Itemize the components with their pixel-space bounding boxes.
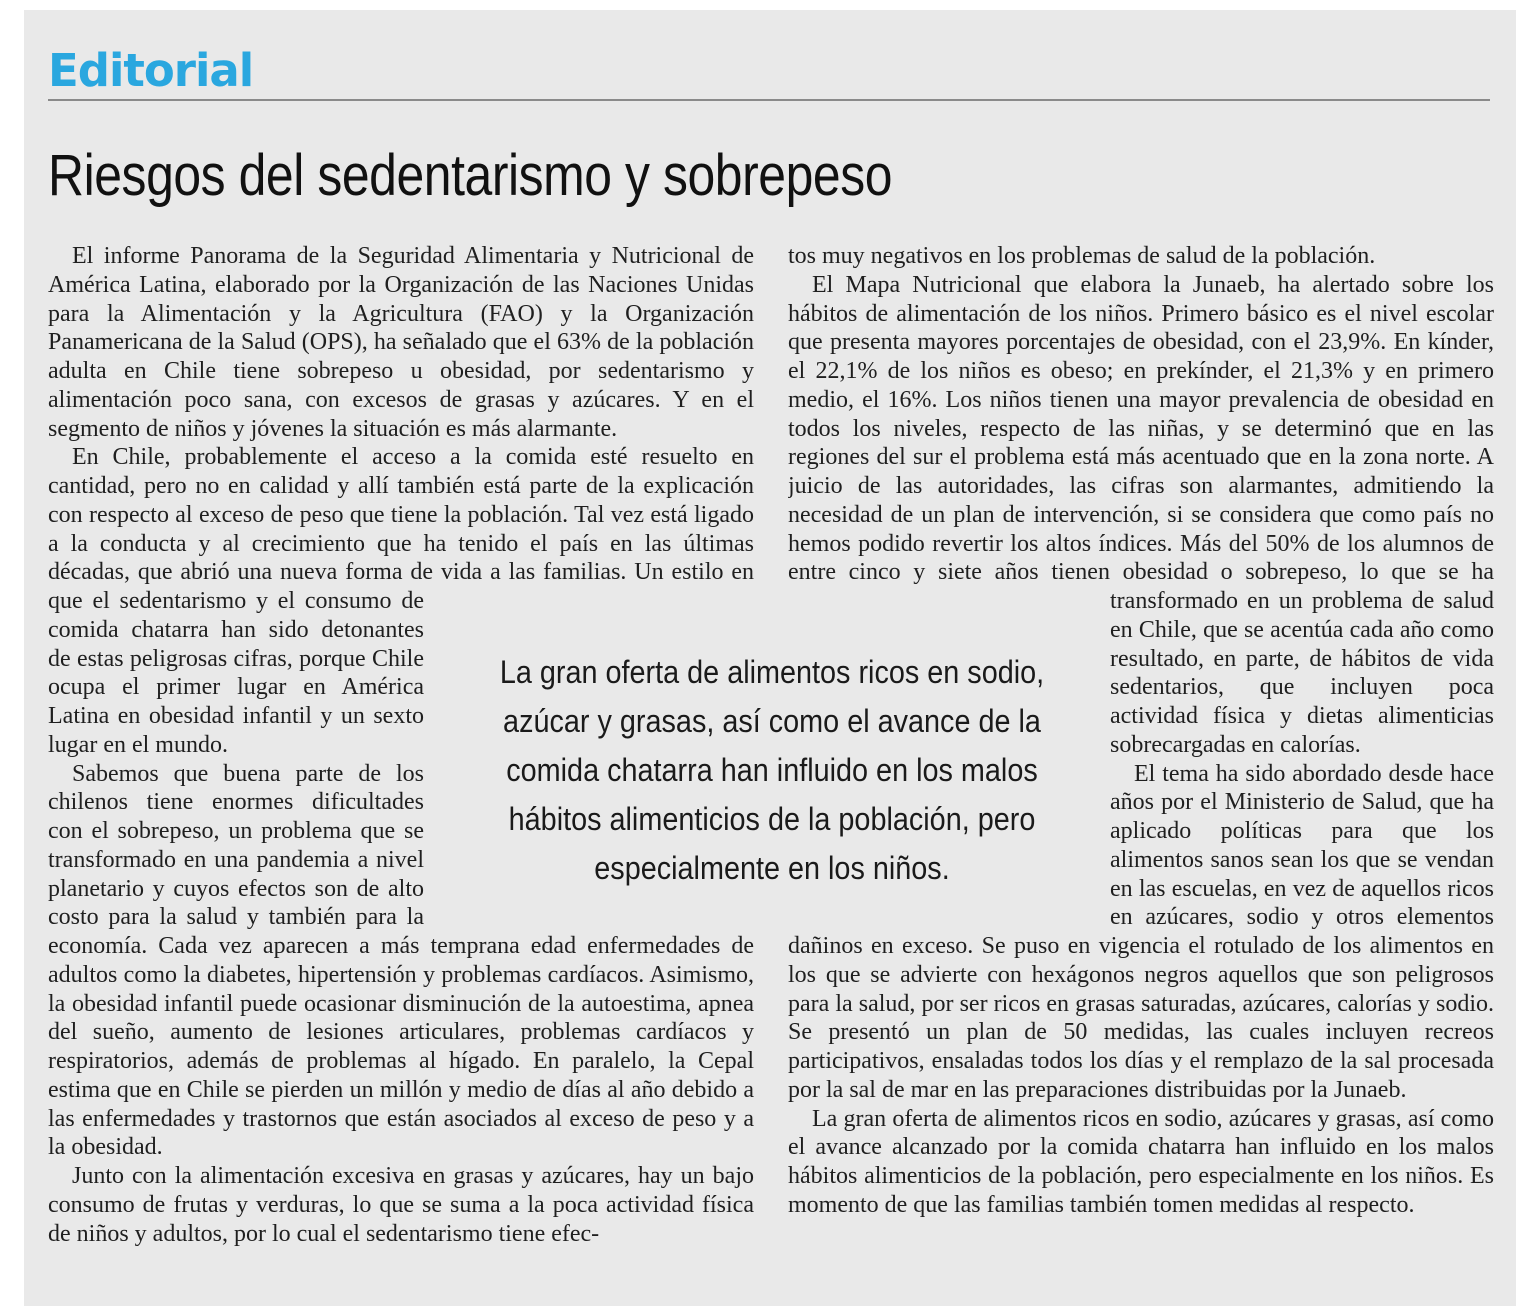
pull-quote: La gran oferta de alimentos ricos en sodio, azúcar y grasas, así como el avance de la comida chatarra han influido en los malos hábitos alimenticios de la población, pero especialmente en los niños. [493, 648, 1051, 893]
headline: Riesgos del sedentarismo y sobrepeso [48, 143, 893, 208]
paragraph: tos muy negativos en los problemas de salud de la población. [788, 243, 1376, 269]
paragraph: Sabemos que buena parte de los chilenos tiene enormes dificultades con el sobrepeso, un problema que se transformado en una pandemia a nivel planetario y cuyos efectos son de alto costo para la salud y también para la economía. Cada vez aparecen a más temprana edad enfermedades de adultos como la diabetes, hipertensión y problemas cardíacos. Asimismo, la obesidad infantil puede ocasionar disminución de la autoestima, apnea del sueño, aumento de lesiones articulares, problemas cardíacos y respiratorios, además de problemas al hígado. En paralelo, la Cepal estima que en Chile se pierden un millón y medio de días al año debido a las enfermedades y trastornos que están asociados al exceso de peso y a la obesidad. [48, 760, 754, 1161]
section-divider [48, 99, 1490, 101]
paragraph: La gran oferta de alimentos ricos en sodio, azúcares y grasas, así como el avance alcanzado por la comida chatarra han influido en los malos hábitos alimenticios de la población, pero especialmente en los niños. Es momento de que las familias también tomen medidas al respecto. [788, 1105, 1494, 1218]
section-label: Editorial [48, 44, 254, 97]
paragraph: En Chile, probablemente el acceso a la comida esté resuelto en cantidad, pero no en calidad y allí también está parte de la explicación con respecto al exceso de peso que tiene la población. Tal vez está ligado a la conducta y al crecimiento que ha tenido el país en las últimas décadas, que abrió una nueva forma de vida a las familias. Un estilo en que el sedentarismo y el consumo de comida chatarra han sido detonantes de estas peligrosas cifras, porque Chile ocupa el primer lugar en América Latina en obesidad infantil y un sexto lugar en el mundo. [48, 444, 754, 758]
paragraph: Junto con la alimentación excesiva en grasas y azúcares, hay un bajo consumo de frutas y verduras, lo que se suma a la poca actividad física de niños y adultos, por lo cual el sedentarismo tiene efec- [48, 1163, 754, 1247]
newspaper-page [24, 10, 1516, 1306]
paragraph: El informe Panorama de la Seguridad Alimentaria y Nutricional de América Latina, elaborado por la Organización de las Naciones Unidas para la Alimentación y la Agricultura (FAO) y la Organización Panamericana de la Salud (OPS), ha señalado que el 63% de la población adulta en Chile tiene sobrepeso u obesidad, por sedentarismo y alimentación poco sana, con excesos de grasas y azúcares. Y en el segmento de niños y jóvenes la situación es más alarmante. [48, 243, 754, 442]
paragraph: El tema ha sido abordado desde hace años por el Ministerio de Salud, que ha aplicado políticas para que los alimentos sanos sean los que se vendan en las escuelas, en vez de aquellos ricos en azúcares, sodio y otros elementos dañinos en exceso. Se puso en vigencia el rotulado de los alimentos en los que se advierte con hexágonos negros aquellos que son peligrosos para la salud, por ser ricos en grasas saturadas, azúcares, calorías y sodio. Se presentó un plan de 50 medidas, las cuales incluyen recreos participativos, ensaladas todos los días y el remplazo de la sal procesada por la sal de mar en las preparaciones distribuidas por la Junaeb. [788, 760, 1494, 1103]
paragraph: El Mapa Nutricional que elabora la Junaeb, ha alertado sobre los hábitos de alimentación de los niños. Primero básico es el nivel escolar que presenta mayores porcentajes de obesidad, con el 23,9%. En kínder, el 22,1% de los niños es obeso; en prekínder, el 21,3% y en primero medio, el 16%. Los niños tienen una mayor prevalencia de obesidad en todos los niveles, respecto de las niñas, y se determinó que en las regiones del sur el problema está más acentuado que en la zona norte. A juicio de las autoridades, las cifras son alarmantes, admitiendo la necesidad de un plan de intervención, si se considera que como país no hemos podido revertir los altos índices. Más del 50% de los alumnos de entre cinco y siete años tienen obesidad o sobrepeso, lo que se ha transformado en un problema de salud en Chile, que se acentúa cada año como resultado, en parte, de hábitos de vida sedentarios, que incluyen poca actividad física y dietas alimenticias sobrecargadas en calorías. [788, 271, 1494, 758]
